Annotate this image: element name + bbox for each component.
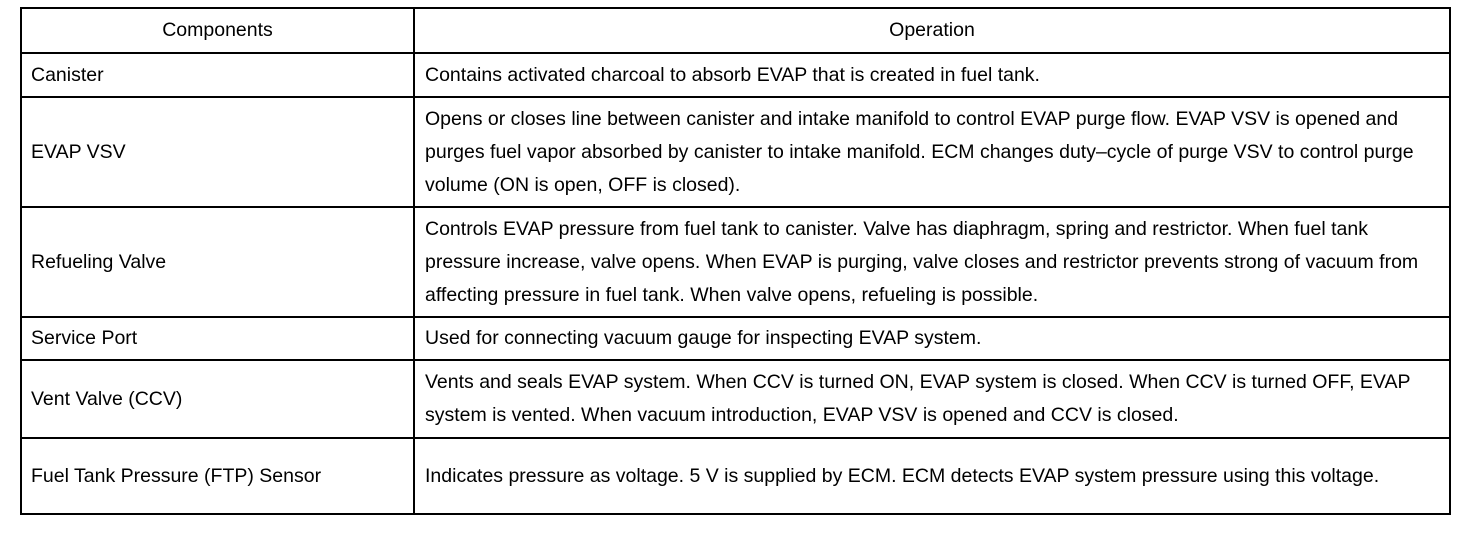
- header-components: Components: [21, 8, 414, 53]
- component-cell: Service Port: [21, 317, 414, 360]
- table-row: [21, 438, 1450, 514]
- table-row: [21, 360, 1450, 438]
- table-row: [21, 207, 1450, 317]
- component-cell: EVAP VSV: [21, 97, 414, 207]
- table-header-row: [21, 8, 1450, 53]
- operation-cell: Contains activated charcoal to absorb EVAP that is created in fuel tank.: [414, 53, 1450, 97]
- operation-cell: Indicates pressure as voltage. 5 V is supplied by ECM. ECM detects EVAP system pressure using this voltage.: [414, 438, 1450, 514]
- table-row: [21, 317, 1450, 360]
- operation-cell: Used for connecting vacuum gauge for inspecting EVAP system.: [414, 317, 1450, 360]
- component-cell: Vent Valve (CCV): [21, 360, 414, 438]
- table-row: [21, 53, 1450, 97]
- components-operation-table: [20, 7, 1451, 515]
- operation-cell: Controls EVAP pressure from fuel tank to canister. Valve has diaphragm, spring and restrictor. When fuel tank pressure increase, valve opens. When EVAP is purging, valve closes and restrictor prevents strong of vacuum from affecting pressure in fuel tank. When valve opens, refueling is possible.: [414, 207, 1450, 317]
- header-operation: Operation: [414, 8, 1450, 53]
- operation-cell: Opens or closes line between canister and intake manifold to control EVAP purge flow. EVAP VSV is opened and purges fuel vapor absorbed by canister to intake manifold. ECM changes duty–cycle of purge VSV to control purge volume (ON is open, OFF is closed).: [414, 97, 1450, 207]
- component-cell: Refueling Valve: [21, 207, 414, 317]
- table-row: [21, 97, 1450, 207]
- component-cell: Canister: [21, 53, 414, 97]
- operation-cell: Vents and seals EVAP system. When CCV is turned ON, EVAP system is closed. When CCV is turned OFF, EVAP system is vented. When vacuum introduction, EVAP VSV is opened and CCV is closed.: [414, 360, 1450, 438]
- component-cell: Fuel Tank Pressure (FTP) Sensor: [21, 438, 414, 514]
